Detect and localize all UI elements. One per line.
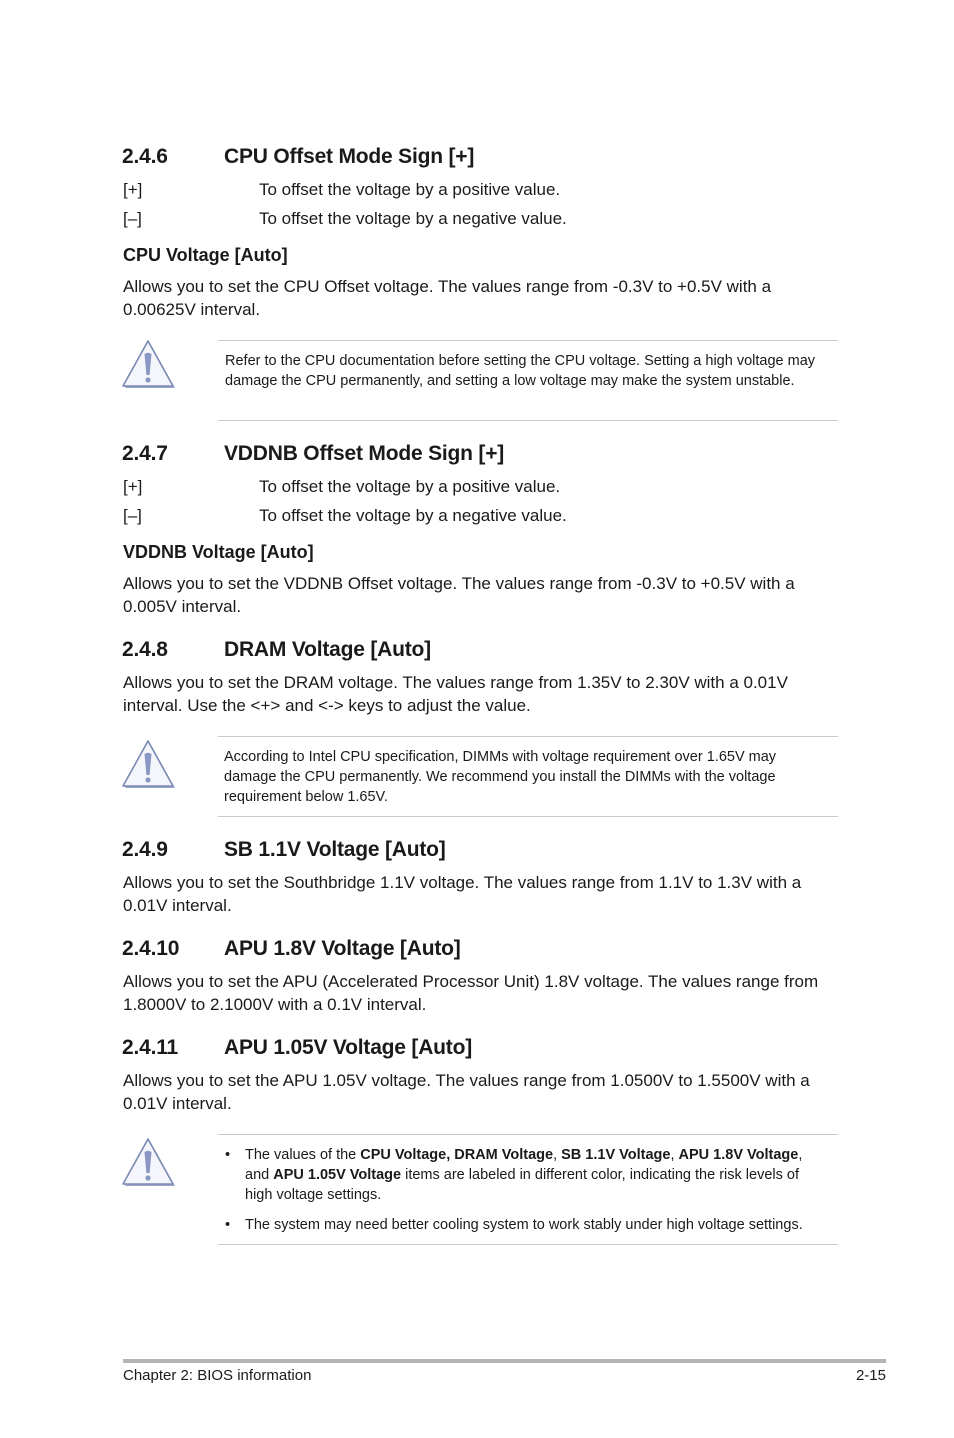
section-number: 2.4.8 — [122, 638, 168, 661]
section-heading-2-4-11 — [122, 1036, 722, 1062]
section-title: CPU Offset Mode Sign [+] — [224, 145, 475, 168]
note-text: The values of the — [245, 1147, 361, 1163]
section-heading-2-4-9 — [122, 838, 722, 864]
note-text: According to Intel CPU specification, DIMMs with voltage requirement over 1.65V may damage the CPU permanently. We recommend you install the DIMMs with the voltage requirement below 1.65V. — [224, 749, 777, 805]
note-text: The system may need better cooling system to work stably under high voltage settings. — [245, 1217, 803, 1233]
option-row-plus — [123, 180, 723, 202]
option-key: [+] — [123, 477, 143, 496]
bullet-marker: • — [225, 1147, 231, 1163]
note-text: , and — [245, 1147, 803, 1183]
subheading-cpu-voltage: CPU Voltage [Auto] — [123, 245, 288, 265]
option-description: To offset the voltage by a negative value. — [259, 506, 567, 525]
note-box-cpu — [218, 340, 838, 421]
note-text: items are labeled in different color, indicating the risk levels of high voltage settings. — [245, 1167, 799, 1203]
footer-divider — [123, 1359, 886, 1363]
section-number: 2.4.7 — [122, 442, 168, 465]
paragraph-apu-1-05v: Allows you to set the APU 1.05V voltage. The values range from 1.0500V to 1.5500V with a 0.01V interval. — [123, 1071, 810, 1113]
section-title: SB 1.1V Voltage [Auto] — [224, 838, 446, 861]
note-bold-text: SB 1.1V Voltage — [561, 1147, 671, 1163]
paragraph-vddnb-voltage: Allows you to set the VDDNB Offset voltage. The values range from -0.3V to +0.5V with a 0.005V interval. — [123, 574, 795, 616]
subheading-vddnb-voltage: VDDNB Voltage [Auto] — [123, 542, 314, 562]
section-title: DRAM Voltage [Auto] — [224, 638, 431, 661]
warning-triangle-icon — [122, 1137, 178, 1189]
bullet-marker: • — [225, 1217, 231, 1233]
list-item — [218, 1215, 838, 1235]
note-bullet-list — [218, 1135, 838, 1235]
option-key: [+] — [123, 180, 143, 199]
option-key: [–] — [123, 209, 142, 228]
note-box-voltage-colors — [218, 1134, 838, 1245]
note-box-dram — [218, 736, 838, 817]
warning-triangle-icon — [122, 739, 178, 791]
warning-triangle-icon — [122, 339, 178, 391]
note-bold-text: APU 1.8V Voltage — [678, 1147, 799, 1163]
option-description: To offset the voltage by a negative value. — [259, 209, 567, 228]
paragraph-cpu-voltage: Allows you to set the CPU Offset voltage. The values range from -0.3V to +0.5V with a 0.00625V interval. — [123, 277, 772, 319]
paragraph-dram-voltage: Allows you to set the DRAM voltage. The values range from 1.35V to 2.30V with a 0.01V interval. Use the <+> and <-> keys to adjust the value. — [123, 673, 788, 715]
section-heading-2-4-8 — [122, 638, 722, 664]
paragraph-apu-1-8v: Allows you to set the APU (Accelerated Processor Unit) 1.8V voltage. The values range from 1.8000V to 2.1000V with a 0.1V interval. — [123, 972, 819, 1014]
section-title: VDDNB Offset Mode Sign [+] — [224, 442, 505, 465]
section-heading-2-4-10 — [122, 937, 722, 963]
section-number: 2.4.9 — [122, 838, 168, 861]
note-text: Refer to the CPU documentation before setting the CPU voltage. Setting a high voltage may damage the CPU permanently, and setting a low voltage may make the system unstable. — [225, 353, 816, 389]
paragraph-sb-voltage: Allows you to set the Southbridge 1.1V voltage. The values range from 1.1V to 1.3V with a 0.01V interval. — [123, 873, 802, 915]
section-number: 2.4.10 — [122, 937, 180, 960]
option-description: To offset the voltage by a positive value. — [259, 180, 561, 199]
option-key: [–] — [123, 506, 142, 525]
note-bold-text: CPU Voltage, DRAM Voltage — [360, 1147, 554, 1163]
section-title: APU 1.05V Voltage [Auto] — [224, 1036, 473, 1059]
section-title: APU 1.8V Voltage [Auto] — [224, 937, 461, 960]
note-text: , — [553, 1147, 562, 1163]
option-row-minus — [123, 506, 723, 528]
section-number: 2.4.6 — [122, 145, 168, 168]
option-row-plus — [123, 477, 723, 499]
option-description: To offset the voltage by a positive value. — [259, 477, 561, 496]
note-text: , — [670, 1147, 679, 1163]
note-bold-text: APU 1.05V Voltage — [273, 1167, 402, 1183]
section-heading-2-4-6 — [122, 145, 722, 171]
list-item — [218, 1145, 838, 1205]
section-heading-2-4-7 — [122, 442, 722, 468]
option-row-minus — [123, 209, 723, 231]
section-number: 2.4.11 — [122, 1036, 179, 1059]
footer-page-number: 2-15 — [855, 1367, 886, 1384]
footer-chapter-label: Chapter 2: BIOS information — [123, 1367, 312, 1384]
